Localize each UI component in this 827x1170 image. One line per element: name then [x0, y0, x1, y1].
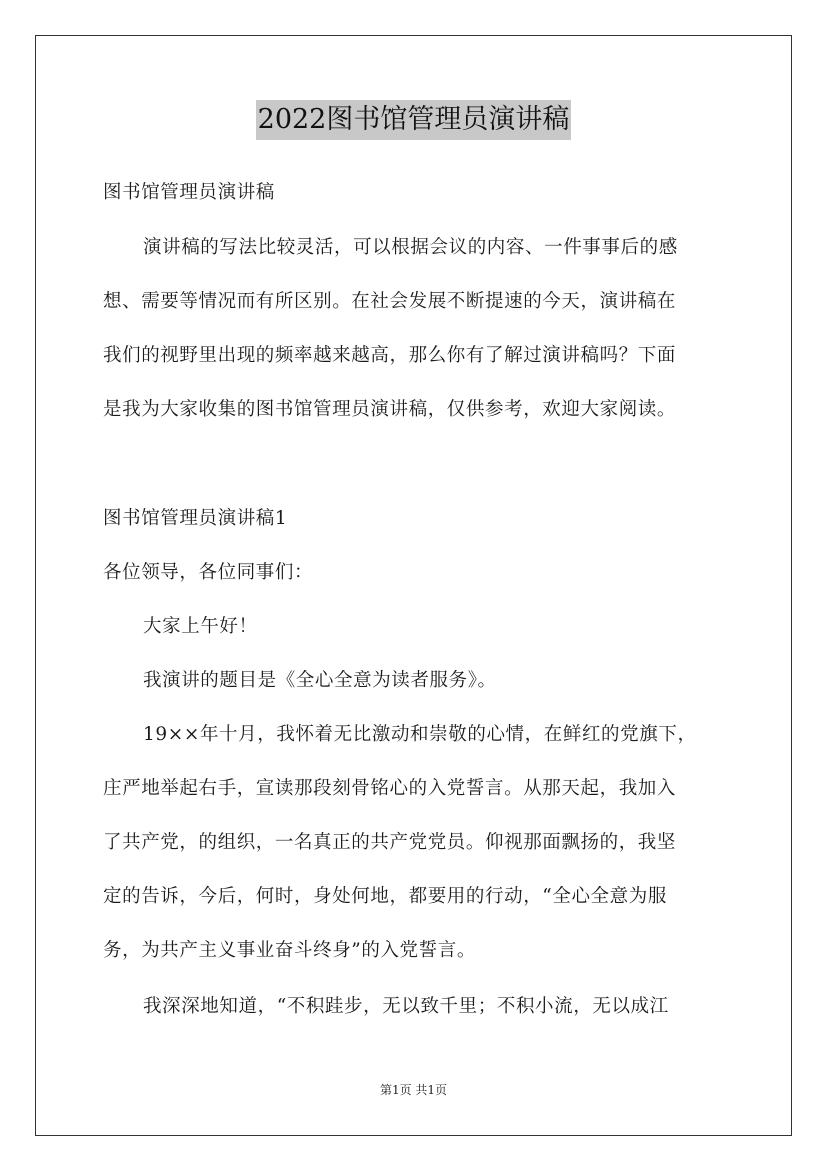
title-container: [0, 100, 827, 140]
paragraph-line: 我演讲的题目是《全心全意为读者服务》。: [143, 670, 497, 691]
section-heading: 图书馆管理员演讲稿1: [103, 508, 288, 529]
paragraph-line: 我们的视野里出现的频率越来越高，那么你有了解过演讲稿吗？下面: [103, 345, 677, 366]
greeting: 大家上午好！: [143, 616, 258, 637]
document-title: 2022图书馆管理员演讲稿: [256, 100, 572, 140]
paragraph-line: 是我为大家收集的图书馆管理员演讲稿，仅供参考，欢迎大家阅读。: [103, 399, 677, 420]
section-heading: 图书馆管理员演讲稿: [103, 182, 275, 203]
paragraph-line: 我深深地知道，“不积跬步，无以致千里；不积小流，无以成江: [143, 996, 669, 1017]
paragraph-line: 了共产党，的组织，一名真正的共产党党员。仰视那面飘扬的，我坚: [103, 832, 677, 853]
paragraph-line: 演讲稿的写法比较灵活，可以根据会议的内容、一件事事后的感: [143, 237, 678, 258]
paragraph-line: 想、需要等情况而有所区别。在社会发展不断提速的今天，演讲稿在: [103, 291, 677, 312]
paragraph-line: 务，为共产主义事业奋斗终身”的入党誓言。: [103, 940, 476, 961]
paragraph-line: 庄严地举起右手，宣读那段刻骨铭心的入党誓言。从那天起，我加入: [103, 778, 677, 799]
paragraph-line: 定的告诉，今后，何时，身处何地，都要用的行动，“全心全意为服: [103, 886, 667, 907]
page-footer: 第1页 共1页: [379, 1083, 448, 1097]
salutation: 各位领导，各位同事们：: [103, 562, 314, 583]
paragraph-line: 19××年十月，我怀着无比激动和崇敬的心情，在鲜红的党旗下，: [143, 724, 697, 745]
